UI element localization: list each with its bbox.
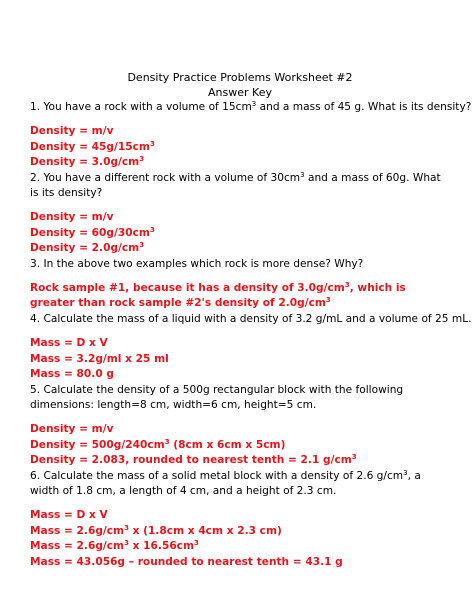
q2-answer-formula: Density = m/v bbox=[30, 211, 114, 224]
q4-answer-substitution: Mass = 3.2g/ml x 25 ml bbox=[30, 352, 169, 365]
q4-answer-result: Mass = 80.0 g bbox=[30, 368, 114, 381]
question-6: 6. Calculate the mass of a solid metal block with a density of 2.6 $g/cm^3$, a width of 1.8 cm, a length of 4 cm, and a height of 2.3 cm. bbox=[30, 468, 421, 497]
q1-answer-formula: Density = m/v bbox=[30, 125, 114, 138]
question-4: 4. Calculate the mass of a liquid with a density of 3.2 g/mL and a volume of 25 mL. bbox=[30, 312, 472, 325]
q3-answer: Rock sample #1, because it has a density of $3.0g/cm^3$, which is greater than rock sample #2's density of $2.0g/cm^3$ bbox=[30, 281, 406, 310]
question-2: 2. You have a different rock with a volume of $30cm^3$ and a mass of 60g. What is its density? bbox=[30, 170, 441, 200]
worksheet-page bbox=[30, 70, 472, 570]
q5-answer-substitution: Density = $500g/240cm^3$ (8cm x 6cm x 5cm) bbox=[30, 437, 286, 451]
question-1: 1. You have a rock with a volume of $15cm^3$ and a mass of 45 g. What is its density? bbox=[30, 100, 472, 113]
q1-answer-result: Density = $3.0g/cm^3$ bbox=[30, 155, 145, 169]
worksheet-title: Density Practice Problems Worksheet #2 bbox=[127, 71, 353, 84]
q2-answer-substitution: Density = $60g/30cm^3$ bbox=[30, 225, 155, 239]
q6-answer-formula: Mass = D x V bbox=[30, 509, 108, 522]
q6-answer-volume: Mass = $2.6g/cm^3$ x $16.56cm^3$ bbox=[30, 539, 199, 553]
question-5: 5. Calculate the density of a 500g rectangular block with the following dimensions: length=8 cm, width=6 cm, height=5 cm. bbox=[30, 383, 404, 411]
q4-answer-formula: Mass = D x V bbox=[30, 337, 108, 350]
q5-answer-result: Density = 2.083, rounded to nearest tenth = 2.1 $g/cm^3$ bbox=[30, 453, 357, 467]
q6-answer-result: Mass = 43.056g – rounded to nearest tenth = 43.1 g bbox=[30, 555, 343, 568]
q5-answer-formula: Density = m/v bbox=[30, 423, 114, 436]
q6-answer-substitution: Mass = $2.6g/cm^3$ x (1.8cm x 4cm x 2.3 cm) bbox=[30, 523, 282, 537]
question-3: 3. In the above two examples which rock is more dense? Why? bbox=[30, 257, 364, 270]
q1-answer-substitution: Density = $45g/15cm^3$ bbox=[30, 139, 155, 153]
worksheet-subtitle: Answer Key bbox=[208, 86, 272, 99]
q2-answer-result: Density = $2.0g/cm^3$ bbox=[30, 241, 145, 255]
